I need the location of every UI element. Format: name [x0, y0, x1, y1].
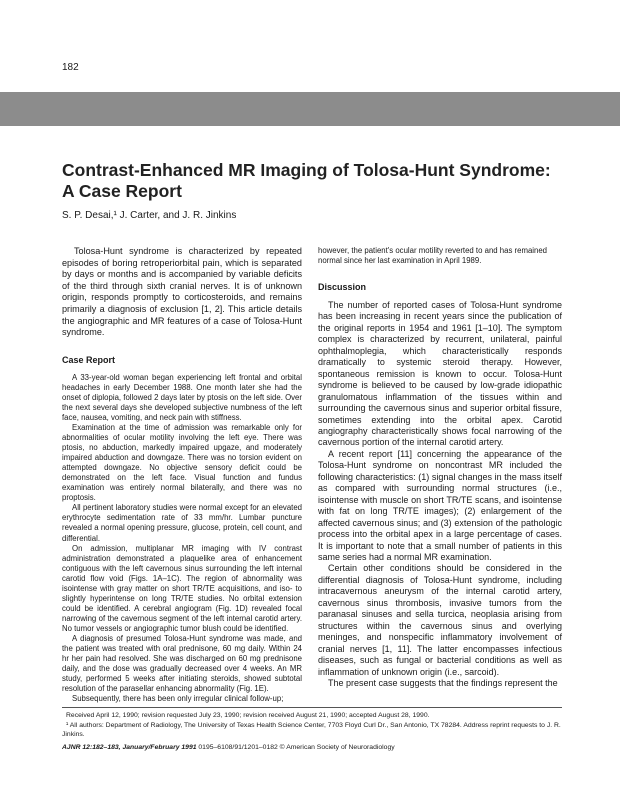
- right-column: [318, 246, 562, 689]
- discussion-paragraph: The number of reported cases of Tolosa-Hunt syndrome has been increasing in recent years since the publication of the original reports in 1954 and 1961 [1–10]. The symptom complex is characterized by recurrent, unilateral, painful ophthalmoplegia, which characteristically responds dramatically to systemic steroid therapy. However, spontaneous remission is known to occur. Tolosa-Hunt syndrome is believed to be caused by low-grade idiopathic granulomatous inflammation of the tissues within and surrounding the cavernous sinus and superior orbital fissure, sometimes extending into the orbital apex. Carotid angiography characteristically shows focal narrowing of the cavernous portion of the internal carotid artery.: [318, 300, 562, 448]
- case-report-heading: Case Report: [62, 354, 116, 365]
- discussion-paragraph: The present case suggests that the findings represent the: [328, 677, 558, 688]
- discussion-paragraph: A recent report [11] concerning the appearance of the Tolosa-Hunt syndrome on noncontrast MR included the following characteristics: (1) signal changes in the mass itself as compared with surrounding normal structures (i.e., isointense with muscle on short TR/TE scans, and isointense with fat on long TR/TE images); (2) enlargement of the affected cavernous sinus; and (3) extension of the pathologic process into the orbital apex in a large percentage of cases. It is important to note that a small number of patients in this same series had a normal MR examination.: [318, 448, 562, 562]
- case-report-paragraph: A 33-year-old woman began experiencing left frontal and orbital headaches in early December 1988. One month later she had the onset of diplopia, followed 2 days later by ptosis on the left side. Over the next several days she developed subjective numbness of the left face, nausea, vomiting, and neck pain with stiffness.: [62, 372, 302, 422]
- affiliation-footnote: ¹ All authors: Department of Radiology, The University of Texas Health Science Center, 7703 Floyd Curl Dr., San Antonio, TX 78284. Address reprint requests to J. R. Jinkins.: [62, 722, 561, 738]
- journal-citation-ref: AJNR 12:182–183, January/February 1991: [62, 744, 197, 751]
- header-band: [0, 92, 620, 126]
- footnote-divider: [62, 707, 562, 708]
- case-report-paragraph: A diagnosis of presumed Tolosa-Hunt syndrome was made, and the patient was treated with oral prednisone, 60 mg daily. Within 24 hr her pain had resolved. She was discharged on 60 mg prednisone daily, and the dose was gradually decreased over 4 weeks. An MR study, performed 5 weeks after initiating steroids, showed subtotal resolution of the parasellar enhancing abnormality (Fig. 1E).: [62, 633, 302, 694]
- case-report-paragraph: All pertinent laboratory studies were normal except for an elevated erythrocyte sedimentation rate of 33 mm/hr. Lumbar puncture revealed a normal opening pressure, glucose, protein, cell count, and differential.: [62, 503, 302, 543]
- received-dates-footnote: Received April 12, 1990; revision requested July 23, 1990; revision received August 21, 1990; accepted August 28, 1990.: [66, 712, 430, 719]
- discussion-heading: Discussion: [318, 282, 367, 292]
- journal-issn-copyright: 0195–6108/91/1201–0182 © American Society of Neuroradiology: [196, 744, 395, 751]
- case-report-paragraph: On admission, multiplanar MR imaging with IV contrast administration demonstrated a plaquelike area of enhancement contiguous with the left cavernous sinus surrounding the left internal carotid flow void (Figs. 1A–1C). The region of abnormality was isointense with gray matter on short TR/TE acquisitions, and iso- to slightly hyperintense on long TR/TE studies. No orbital extension could be identified. A cerebral angiogram (Fig. 1D) revealed focal narrowing of the cavernous segment of the left internal carotid artery. No tumor vessels or angiographic tumor blush could be identified.: [62, 543, 302, 633]
- abstract: Tolosa-Hunt syndrome is characterized by repeated episodes of boring retroperiorbital pain, which is separated by days or months and is accompanied by variable deficits of the third through sixth cranial nerves. It is of unknown origin, responds promptly to corticosteroids, and remains primarily a diagnosis of exclusion [1, 2]. This article details the angiographic and MR features of a case of Tolosa-Hunt syndrome.: [62, 246, 302, 338]
- left-column: [62, 246, 302, 704]
- author-list: S. P. Desai,¹ J. Carter, and J. R. Jinkins: [62, 210, 237, 221]
- case-report-paragraph: Subsequently, there has been only irregular clinical follow-up;: [72, 694, 284, 704]
- journal-citation: [62, 744, 395, 751]
- discussion-paragraph: Certain other conditions should be considered in the differential diagnosis of Tolosa-Hunt syndrome, including intracavernous aneurysm of the internal carotid artery, cavernous sinus thrombosis, invasive tumors from the paranasal sinuses and sella turcica, neoplasia arising from structures within the cavernous sinus and overlying meninges, and nonspecific inflammatory involvement of cranial nerves [1, 11]. The latter encompasses infectious diseases, such as fungal or bacterial conditions as well as inflammation of unknown origin (i.e., sarcoid).: [318, 563, 562, 677]
- case-report-continuation: however, the patient's ocular motility reverted to and has remained normal since her last examination in April 1989.: [318, 246, 548, 265]
- article-title: Contrast-Enhanced MR Imaging of Tolosa-Hunt Syndrome: A Case Report: [62, 160, 551, 201]
- case-report-paragraph: Examination at the time of admission was remarkable only for abnormalities of ocular motility involving the left eye. There was ptosis, no abduction, markedly impaired upgaze, and moderately impaired abduction and downgaze. There was no torsion evident on attempted downgaze. No objective sensory deficit could be demonstrated on the left face. Visual function and fundus examination was entirely normal bilaterally, and there was no proptosis.: [62, 422, 302, 503]
- page-number: 182: [62, 62, 79, 73]
